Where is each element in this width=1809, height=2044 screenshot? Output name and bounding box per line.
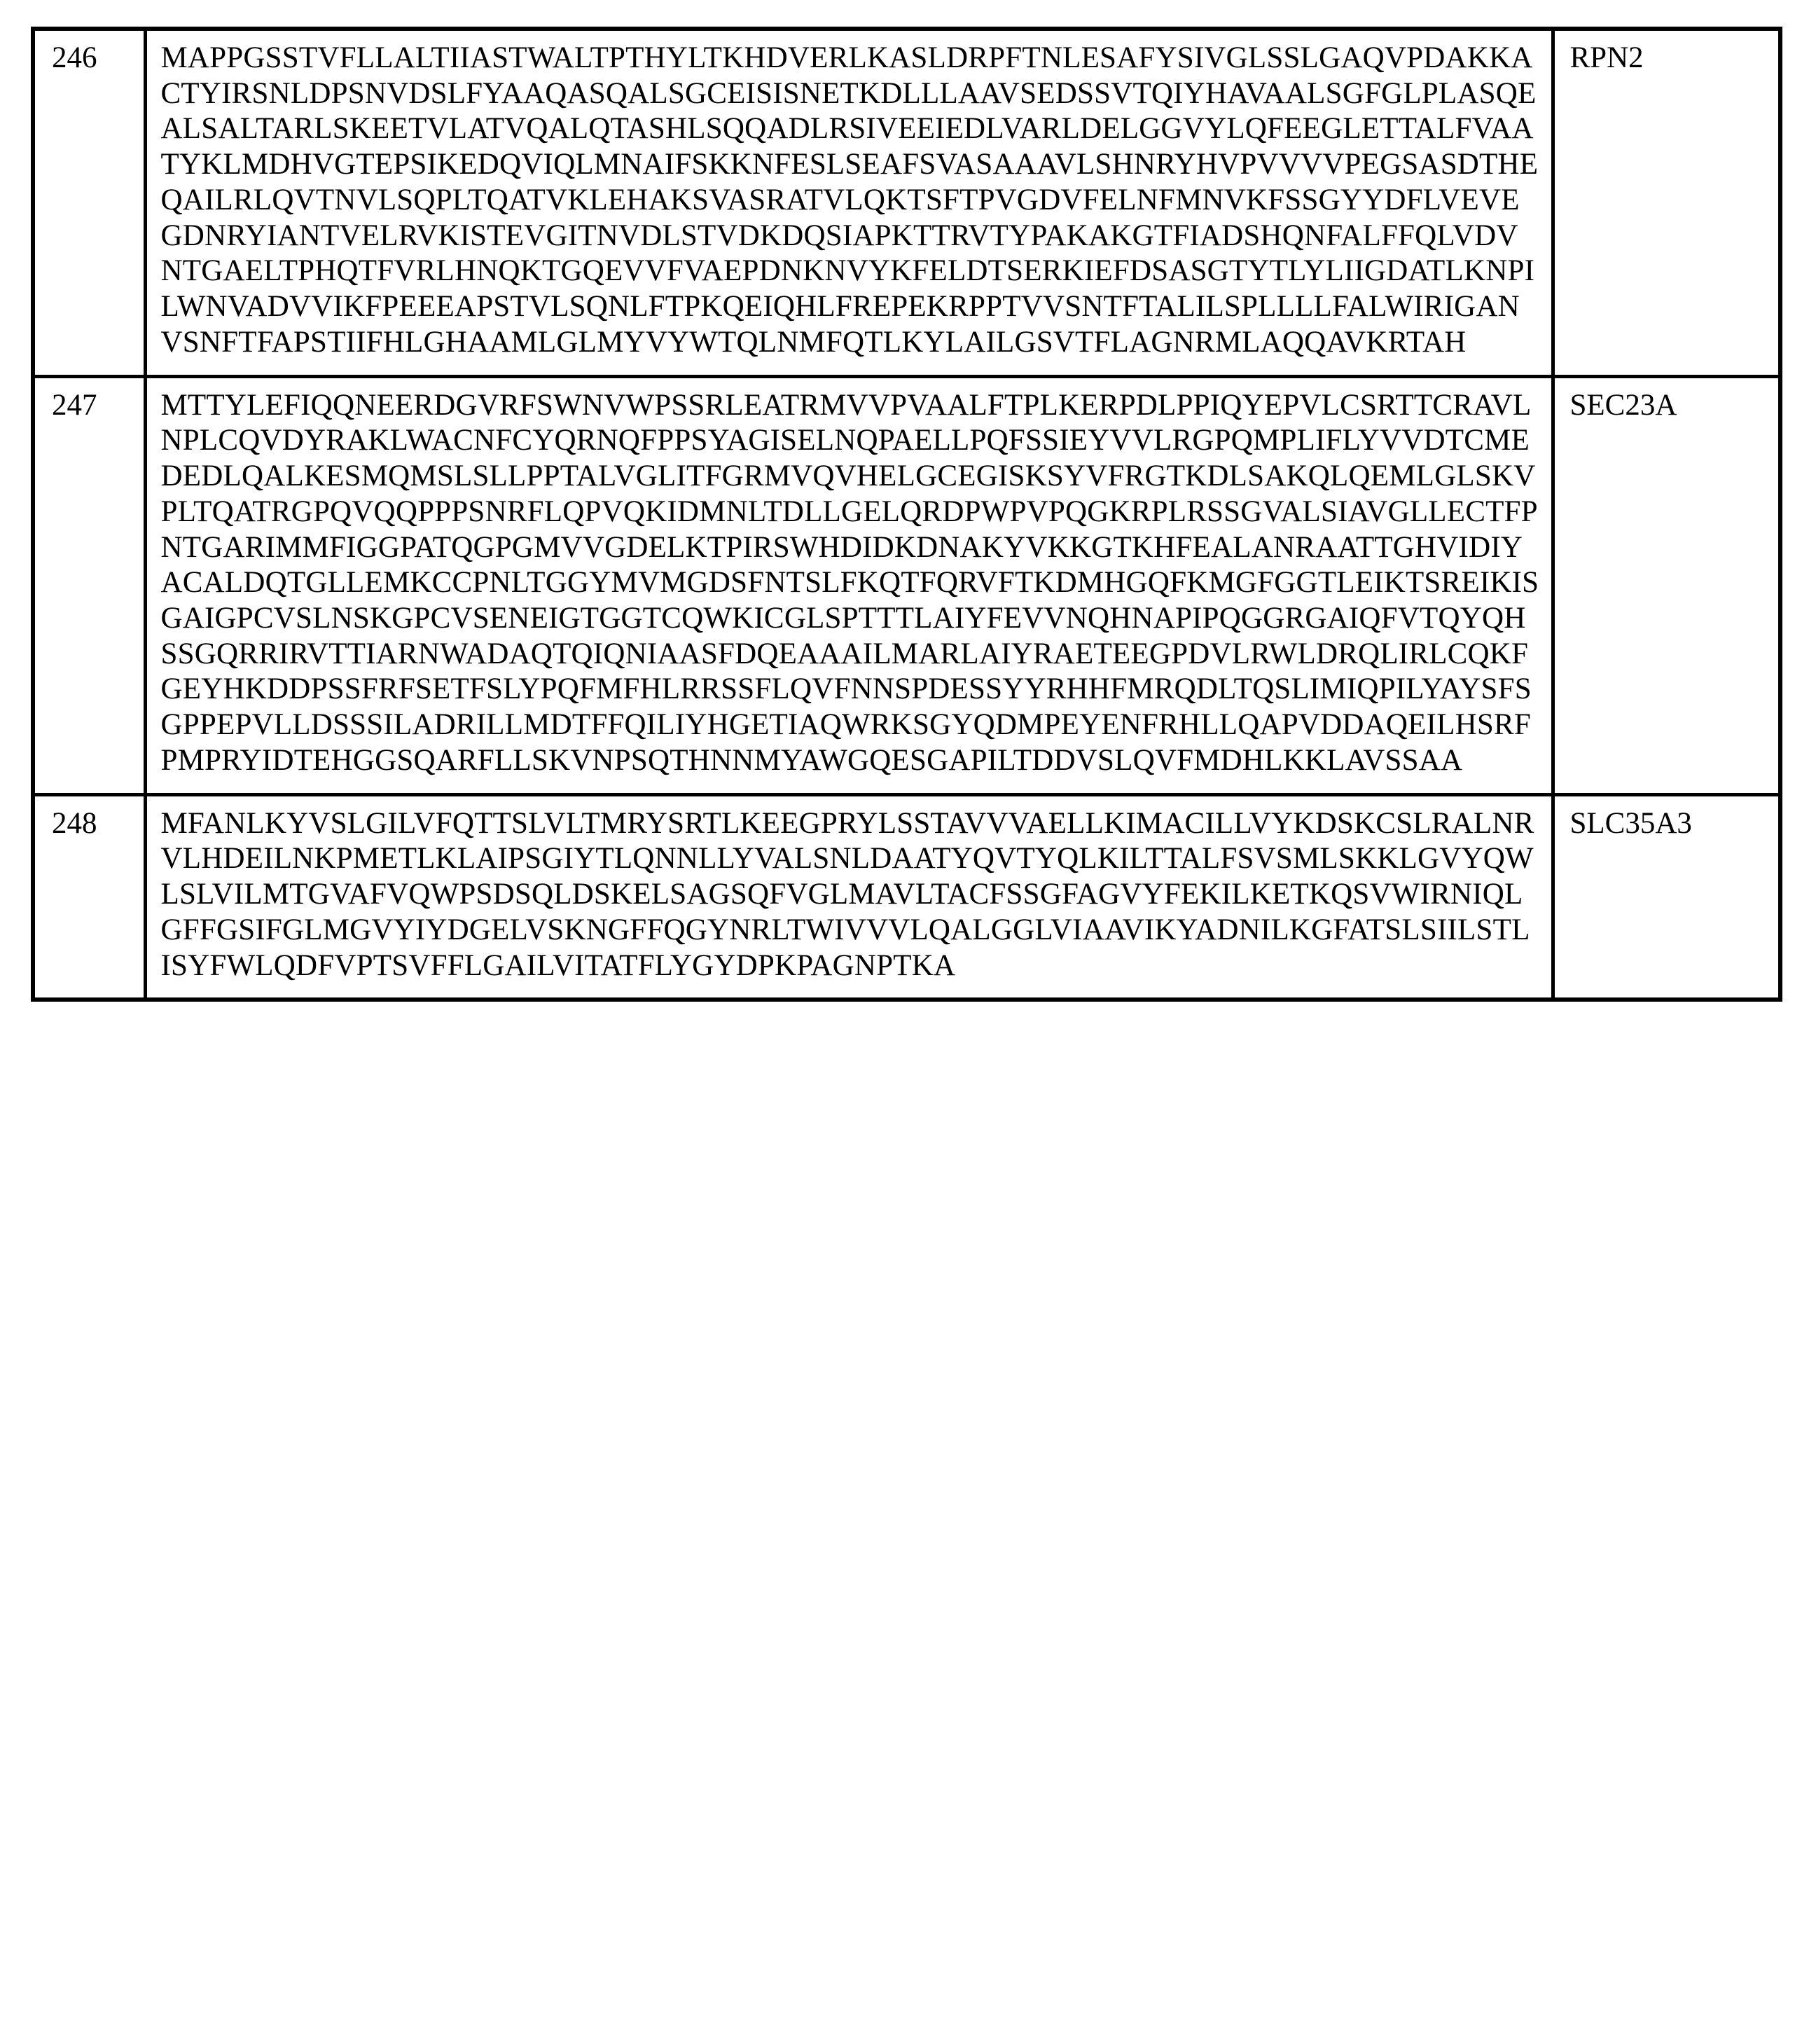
table-row [33, 376, 1780, 794]
sequence-listing-table [31, 27, 1782, 1002]
sequence-text [145, 794, 1553, 1000]
table-row [33, 29, 1780, 376]
table-row [33, 794, 1780, 1000]
sequence-string: MTTYLEFIQQNEERDGVRFSWNVWPSSRLEATRMVVPVAALFTPLKERPDLPPIQYEPVLCSRTTCRAVLNPLCQVDYRAKLWACNFCYQRNQFPPSYAGISELNQPAELLPQFSSIEYVVLRGPQMPLIFLYVVDTCMEDEDLQALKESMQMSLSLLPPTALVGLITFGRMVQVHELGCEGISKSYVFRGTKDLSAKQLQEMLGLSKVPLTQATRGPQVQQPPPSNRFLQPVQKIDMNLTDLLGELQRDPWPVPQGKRPLRSSGVALSIAVGLLECTFPNTGARIMMFIGGPATQGPGMVVGDELKTPIRSWHDIDKDNAKYVKKGTKHFEALANRAATTGHVIDIYACALDQTGLLEMKCCPNLTGGYMVMGDSFNTSLFKQTFQRVFTKDMHGQFKMGFGGTLEIKTSREIKISGAIGPCVSLNSKGPCVSENEIGTGGTCQWKICGLSPTTTLAIYFEVVNQHNAPIPQGGRGAIQFVTQYQHSSGQRRIRVTTIARNWADAQTQIQNIAASFDQEAAAILMARLAIYRAETEEGPDVLRWLDRQLIRLCQKFGEYHKDDPSSFRFSETFSLYPQFMFHLRRSSFLQVFNNSPDESSYYRHHFMRQDLTQSLIMIQPILYAYSFSGPPEPVLLDSSSILADRILLMDTFFQILIYHGETIAQWRKSGYQDMPEYENFRHLLQAPVDDAQEILHSRFPMPRYIDTEHGGSQARFLLSKVNPSQTHNNMYAWGQESGAPILTDDVSLQVFMDHLKKLAVSSAA [160, 388, 1539, 777]
sequence-text [145, 29, 1553, 376]
gene-name: SLC35A3 [1553, 794, 1780, 1000]
sequence-string: MAPPGSSTVFLLALTIIASTWALTPTHYLTKHDVERLKASLDRPFTNLESAFYSIVGLSSLGAQVPDAKKACTYIRSNLDPSNVDSLFYAAQASQALSGCEISISNETKDLLLAAVSEDSSVTQIYHAVAALSGFGLPLASQEALSALTARLSKEETVLATVQALQTASHLSQQADLRSIVEEIEDLVARLDELGGVYLQFEEGLETTALFVAATYKLMDHVGTEPSIKEDQVIQLMNAIFSKKNFESLSEAFSVASAAAVLSHNRYHVPVVVVPEGSASDTHEQAILRLQVTNVLSQPLTQATVKLEHAKSVASRATVLQKTSFTPVGDVFELNFMNVKFSSGYYDFLVEVEGDNRYIANTVELRVKISTEVGITNVDLSTVDKDQSIAPKTTRVTYPAKAKGTFIADSHQNFALFFQLVDVNTGAELTPHQTFVRLHNQKTGQEVVFVAEPDNKNVYKFELDTSERKIEFDSASGTYTLYLIIGDATLKNPILWNVADVVIKFPEEEAPSTVLSQNLFTPKQEIQHLFREPEKRPPTVVSNTFTALILSPLLLLFALWIRIGANVSNFTFAPSTIIFHLGHAAMLGLMYVYWTQLNMFQTLKYLAILGSVTFLAGNRMLAQQAVKRTAH [160, 41, 1539, 359]
gene-name: RPN2 [1553, 29, 1780, 376]
sequence-text [145, 376, 1553, 794]
seq-id-number: 246 [33, 29, 145, 376]
seq-id-number: 247 [33, 376, 145, 794]
seq-id-number: 248 [33, 794, 145, 1000]
sequence-string: MFANLKYVSLGILVFQTTSLVLTMRYSRTLKEEGPRYLSSTAVVVAELLKIMACILLVYKDSKCSLRALNRVLHDEILNKPMETLKLAIPSGIYTLQNNLLYVALSNLDAATYQVTYQLKILTTALFSVSMLSKKLGVYQWLSLVILMTGVAFVQWPSDSQLDSKELSAGSQFVGLMAVLTACFSSGFAGVYFEKILKETKQSVWIRNIQLGFFGSIFGLMGVYIYDGELVSKNGFFQGYNRLTWIVVVLQALGGLVIAAVIKYADNILKGFATSLSIILSTLISYFWLQDFVPTSVFFLGAILVITATFLYGYDPKPAGNPTKA [160, 806, 1534, 982]
gene-name: SEC23A [1553, 376, 1780, 794]
